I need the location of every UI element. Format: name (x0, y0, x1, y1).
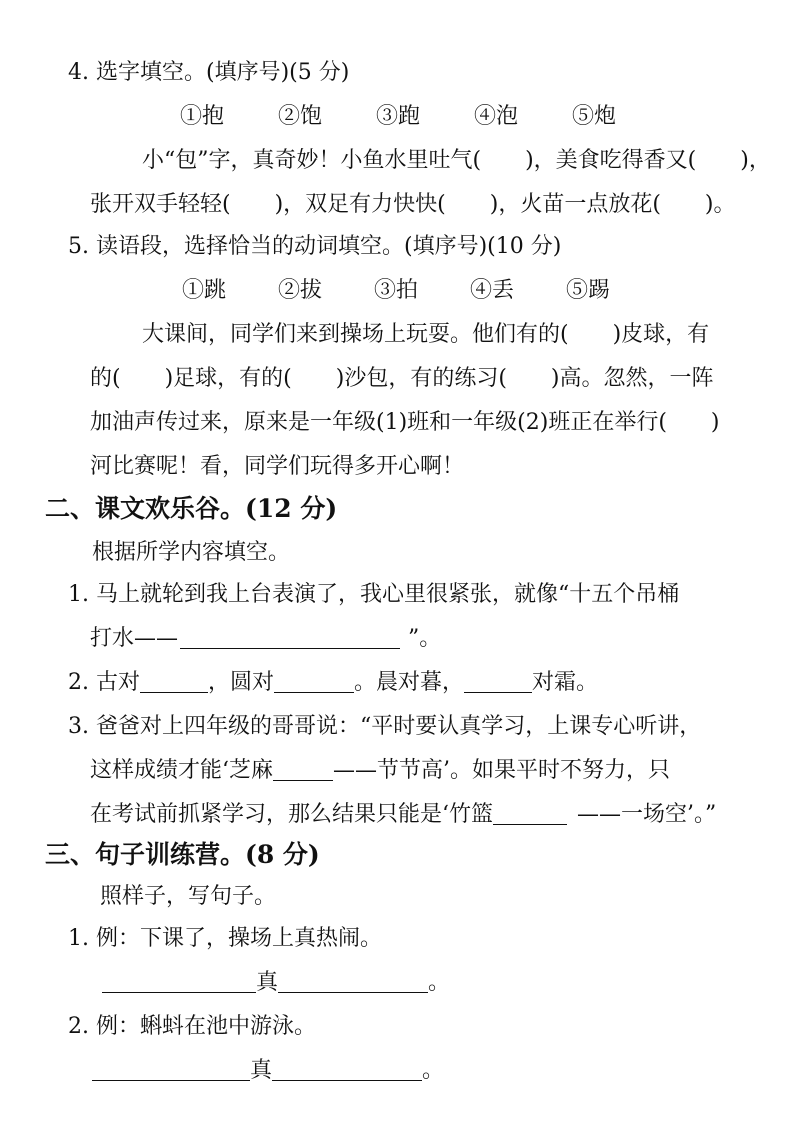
sec3-q1-mid: 真 (256, 970, 279, 995)
section-3-intro: 照样子，写句子。 (100, 884, 277, 909)
q4-option: ⑤炮 (572, 104, 617, 129)
answer-blank[interactable] (274, 670, 354, 693)
sec3-q2-mid: 真 (250, 1058, 273, 1083)
q5-title: 5. 读语段，选择恰当的动词填空。(填序号)(10 分) (68, 234, 562, 259)
answer-blank[interactable] (92, 1058, 250, 1081)
answer-blank[interactable] (273, 758, 333, 781)
section-2-title: 二、课文欢乐谷。(12 分) (45, 494, 338, 523)
sec2-q3-text: ——节节高’。如果平时不努力，只 (333, 758, 670, 783)
sec2-q2-text: 。晨对暮， (354, 670, 465, 695)
answer-blank[interactable] (140, 670, 208, 693)
sec2-q1-suffix: ”。 (408, 626, 442, 651)
q4-option: ①抱 (180, 104, 225, 129)
q4-options (180, 102, 616, 132)
section-3-title: 三、句子训练营。(8 分) (45, 840, 320, 869)
q5-passage-line: 大课间，同学们来到操场上玩耍。他们有的( )皮球，有 (142, 322, 710, 347)
q5-option: ⑤踢 (566, 278, 611, 303)
q4-option: ③跑 (376, 104, 421, 129)
sec2-q3-line (90, 756, 670, 786)
sec3-q1-end: 。 (428, 970, 451, 995)
sec2-q1-line (90, 624, 441, 654)
q5-options (182, 276, 610, 306)
sec2-q3-line (90, 800, 716, 830)
answer-blank[interactable] (278, 970, 428, 993)
q5-passage-line: 加油声传过来，原来是一年级(1)班和一年级(2)班正在举行( ) (90, 410, 720, 435)
sec3-q1-answer-line (102, 968, 450, 998)
answer-blank[interactable] (493, 802, 567, 825)
q5-option: ①跳 (182, 278, 227, 303)
sec2-q1-line: 1. 马上就轮到我上台表演了，我心里很紧张，就像“十五个吊桶 (68, 582, 680, 607)
q4-passage-line: 小“包”字，真奇妙！小鱼水里吐气( )，美食吃得香又( )， (142, 148, 771, 173)
answer-blank[interactable] (102, 970, 256, 993)
sec3-q2-example: 2. 例：蝌蚪在池中游泳。 (68, 1014, 316, 1039)
sec2-q2-text: 对霜。 (532, 670, 599, 695)
answer-blank[interactable] (272, 1058, 422, 1081)
sec2-q3-text: 在考试前抓紧学习，那么结果只能是‘竹篮 (90, 802, 493, 827)
q5-passage-line: 的( )足球，有的( )沙包，有的练习( )高。忽然，一阵 (90, 366, 714, 391)
sec3-q2-end: 。 (422, 1058, 445, 1083)
q5-option: ③拍 (374, 278, 419, 303)
q5-option: ②拔 (278, 278, 323, 303)
q5-option: ④丢 (470, 278, 515, 303)
sec2-q3-text: 这样成绩才能‘芝麻 (90, 758, 273, 783)
answer-blank[interactable] (464, 670, 532, 693)
sec3-q1-example: 1. 例：下课了，操场上真热闹。 (68, 926, 382, 951)
q4-title: 4. 选字填空。(填序号)(5 分) (68, 60, 350, 85)
q4-passage-line: 张开双手轻轻( )，双足有力快快( )，火苗一点放花( )。 (90, 192, 736, 217)
q5-passage-line: 河比赛呢！看，同学们玩得多开心啊！ (90, 454, 465, 479)
sec3-q2-answer-line (92, 1056, 444, 1086)
section-2-intro: 根据所学内容填空。 (92, 540, 291, 565)
sec2-q2-text: 2. 古对 (68, 670, 140, 695)
answer-blank[interactable] (180, 626, 400, 649)
sec2-q2-text: ，圆对 (207, 670, 274, 695)
sec2-q1-prefix: 打水—— (90, 626, 179, 651)
sec2-q2-line (68, 668, 598, 698)
q4-option: ②饱 (278, 104, 323, 129)
q4-option: ④泡 (474, 104, 519, 129)
sec2-q3-text: ——一场空’。” (577, 802, 717, 827)
sec2-q3-line: 3. 爸爸对上四年级的哥哥说：“平时要认真学习，上课专心听讲， (68, 714, 702, 739)
